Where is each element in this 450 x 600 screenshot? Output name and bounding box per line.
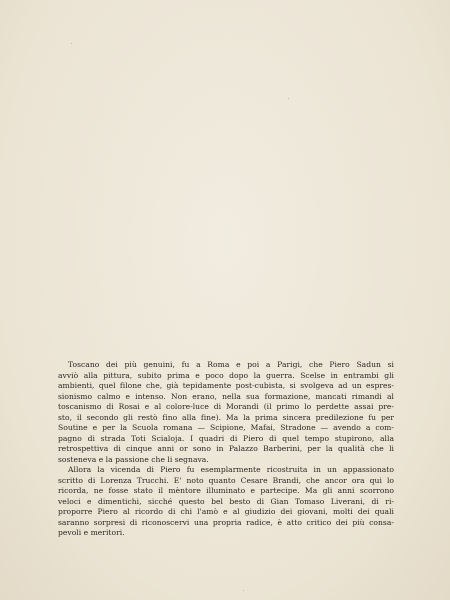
text-line: pagno di strada Toti Scialoja. I quadri di Piero di quel tempo stupirono, alla	[58, 433, 394, 443]
paper-speck	[243, 590, 244, 591]
text-line: Soutine e per la Scuola romana — Scipione, Mafai, Stradone — avendo a com-	[58, 423, 394, 432]
text-line: Toscano dei più genuini, fu a Roma e poi a Parigi, che Piero Sadun si	[68, 360, 394, 369]
body-text	[58, 360, 394, 539]
paragraph-1	[58, 360, 394, 465]
text-line: toscanismo di Rosai e al colore-luce di Morandi (il primo lo perdette assai pre-	[58, 402, 394, 411]
text-line: Allora la vicenda di Piero fu esemplarmente ricostruita in un appassionato	[68, 465, 394, 474]
text-line: avviò alla pittura, subito prima e poco dopo la guerra. Scelse in entrambi gli	[58, 370, 394, 380]
text-line: scritto di Lorenza Trucchi. E' noto quanto Cesare Brandi, che ancor ora qui lo	[58, 475, 394, 485]
text-line: ricorda, ne fosse stato il mèntore illuminato e partecipe. Ma gli anni scorrono	[58, 486, 394, 495]
paper-speck	[71, 43, 72, 44]
paper-speck	[288, 98, 289, 99]
text-line: sosteneva e la passione che li segnava.	[58, 454, 209, 464]
text-line: proporre Piero al ricordo di chi l'amò e al giudizio dei giovani, molti dei quali	[58, 507, 394, 516]
text-line: saranno sorpresi di riconoscervi una propria radice, è atto critico dei più consa-	[58, 517, 394, 527]
text-line: veloci e dimentichi, sicché questo bel besto di Gian Tomaso Liverani, di ri-	[58, 496, 394, 506]
text-line: ambienti, quel filone che, già tepidamente post-cubista, si svolgeva ad un espres-	[58, 381, 394, 390]
text-line: retrospettiva di cinque anni or sono in Palazzo Barberini, per la qualità che li	[58, 444, 394, 453]
text-line: sionismo calmo e intenso. Non erano, nella sua formazione, mancati rimandi al	[58, 391, 394, 401]
paragraph-2	[58, 465, 394, 539]
text-line: sto, il secondo gli restò fino alla fine). Ma la prima sincera predilezione fu per	[58, 412, 394, 422]
text-line: pevoli e meritori.	[58, 528, 125, 537]
